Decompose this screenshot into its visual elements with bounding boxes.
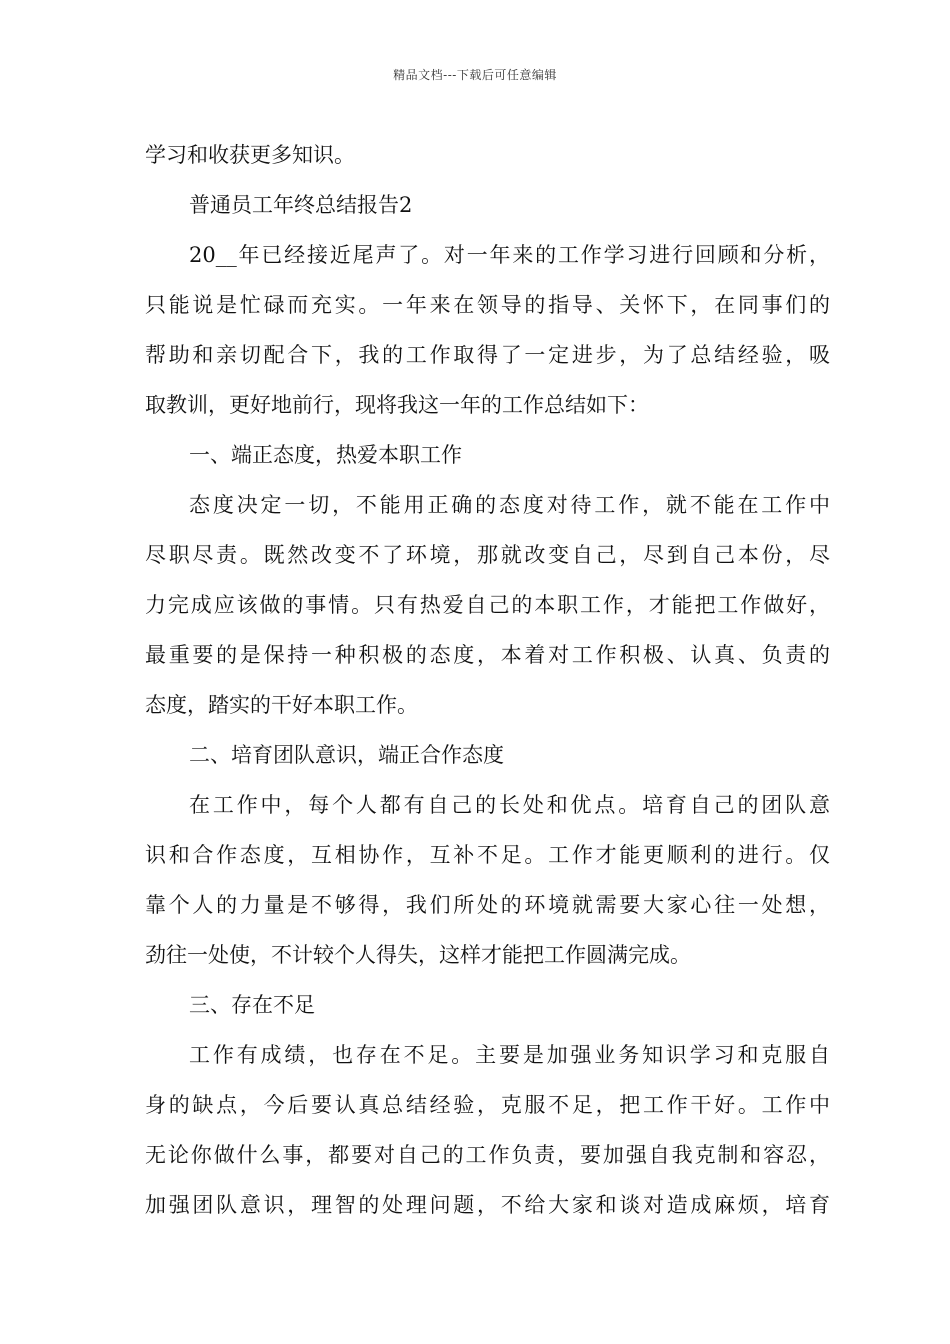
paragraph-line: 最重要的是保持一种积极的态度，本着对工作积极、认真、负责的 bbox=[145, 643, 830, 667]
paragraph-line: 态度，踏实的干好本职工作。 bbox=[145, 693, 418, 717]
paragraph-line: 无论你做什么事，都要对自己的工作负责，要加强自我克制和容忍， bbox=[145, 1143, 830, 1167]
paragraph-line: 尽职尽责。既然改变不了环境，那就改变自己，尽到自己本份，尽 bbox=[145, 543, 830, 567]
paragraph-line: 靠个人的力量是不够得，我们所处的环境就需要大家心往一处想， bbox=[145, 893, 830, 917]
paragraph-line: 工作有成绩，也存在不足。主要是加强业务知识学习和克服自 bbox=[189, 1043, 830, 1067]
paragraph-line: 取教训，更好地前行，现将我这一年的工作总结如下： bbox=[145, 393, 649, 417]
paragraph-line: 20__年已经接近尾声了。对一年来的工作学习进行回顾和分析， bbox=[189, 243, 830, 267]
section-title: 普通员工年终总结报告2 bbox=[189, 193, 413, 217]
paragraph-line: 态度决定一切，不能用正确的态度对待工作，就不能在工作中 bbox=[189, 493, 830, 517]
paragraph-line: 识和合作态度，互相协作，互补不足。工作才能更顺利的进行。仅 bbox=[145, 843, 830, 867]
section-heading: 二、培育团队意识，端正合作态度 bbox=[189, 743, 504, 767]
paragraph-line: 学习和收获更多知识。 bbox=[145, 143, 355, 167]
paragraph-line: 力完成应该做的事情。只有热爱自己的本职工作，才能把工作做好， bbox=[145, 593, 830, 617]
section-heading: 三、存在不足 bbox=[189, 993, 315, 1017]
paragraph-line: 在工作中，每个人都有自己的长处和优点。培育自己的团队意 bbox=[189, 793, 830, 817]
paragraph-line: 只能说是忙碌而充实。一年来在领导的指导、关怀下，在同事们的 bbox=[145, 293, 830, 317]
paragraph-line: 劲往一处使，不计较个人得失，这样才能把工作圆满完成。 bbox=[145, 943, 691, 967]
paragraph-line: 身的缺点，今后要认真总结经验，克服不足，把工作干好。工作中 bbox=[145, 1093, 830, 1117]
paragraph-line: 加强团队意识，理智的处理问题，不给大家和谈对造成麻烦，培育 bbox=[145, 1193, 830, 1217]
paragraph-line: 帮助和亲切配合下，我的工作取得了一定进步，为了总结经验，吸 bbox=[145, 343, 830, 367]
document-body bbox=[145, 130, 830, 1230]
section-heading: 一、端正态度，热爱本职工作 bbox=[189, 443, 462, 467]
page-header: 精品文档---下载后可任意编辑 bbox=[393, 68, 557, 82]
